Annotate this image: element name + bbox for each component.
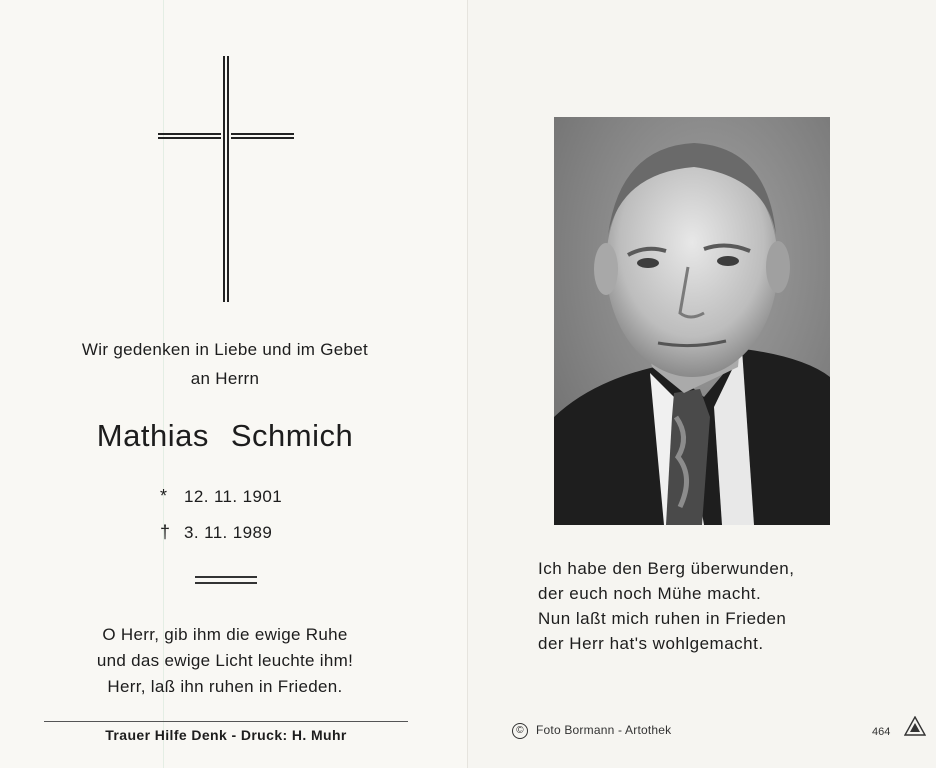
poem-text (538, 556, 794, 656)
cross-icon (158, 56, 294, 302)
remembrance-line-2: an Herrn (190, 369, 260, 388)
copyright-icon: © (512, 723, 528, 739)
printer-credit: Trauer Hilfe Denk - Druck: H. Muhr (105, 727, 347, 743)
card-fold (467, 0, 468, 768)
birth-symbol: * (160, 486, 168, 506)
ornament-divider-top (195, 576, 257, 578)
publisher-logo-icon (904, 716, 926, 736)
first-name: Mathias (96, 418, 209, 453)
photo-credit (512, 723, 671, 739)
birth-date: 12. 11. 1901 (184, 487, 283, 506)
poem-line-4: der Herr hat's wohlgemacht. (538, 634, 764, 653)
portrait-photo (554, 117, 830, 525)
photo-credit-text: Foto Bormann - Artothek (536, 723, 672, 738)
birth-date-row (160, 486, 282, 507)
remembrance-text (30, 335, 420, 393)
prayer-line-3: Herr, laß ihn ruhen in Frieden. (107, 677, 343, 696)
death-symbol: † (160, 522, 171, 542)
card-number: 464 (872, 726, 891, 738)
poem-line-2: der euch noch Mühe macht. (538, 584, 762, 603)
poem-line-1: Ich habe den Berg überwunden, (538, 559, 795, 578)
ornament-divider-bottom (195, 582, 257, 584)
last-name: Schmich (230, 418, 354, 453)
prayer-line-1: O Herr, gib ihm die ewige Ruhe (102, 625, 348, 644)
footer-rule (44, 721, 408, 722)
remembrance-line-1: Wir gedenken in Liebe und im Gebet (81, 340, 369, 359)
prayer-line-2: und das ewige Licht leuchte ihm! (96, 651, 354, 670)
poem-line-3: Nun laßt mich ruhen in Frieden (538, 609, 787, 628)
portrait-image (554, 117, 830, 525)
death-date: 3. 11. 1989 (184, 523, 273, 542)
death-date-row (160, 522, 272, 543)
deceased-name (30, 418, 420, 454)
prayer-text (30, 622, 420, 700)
